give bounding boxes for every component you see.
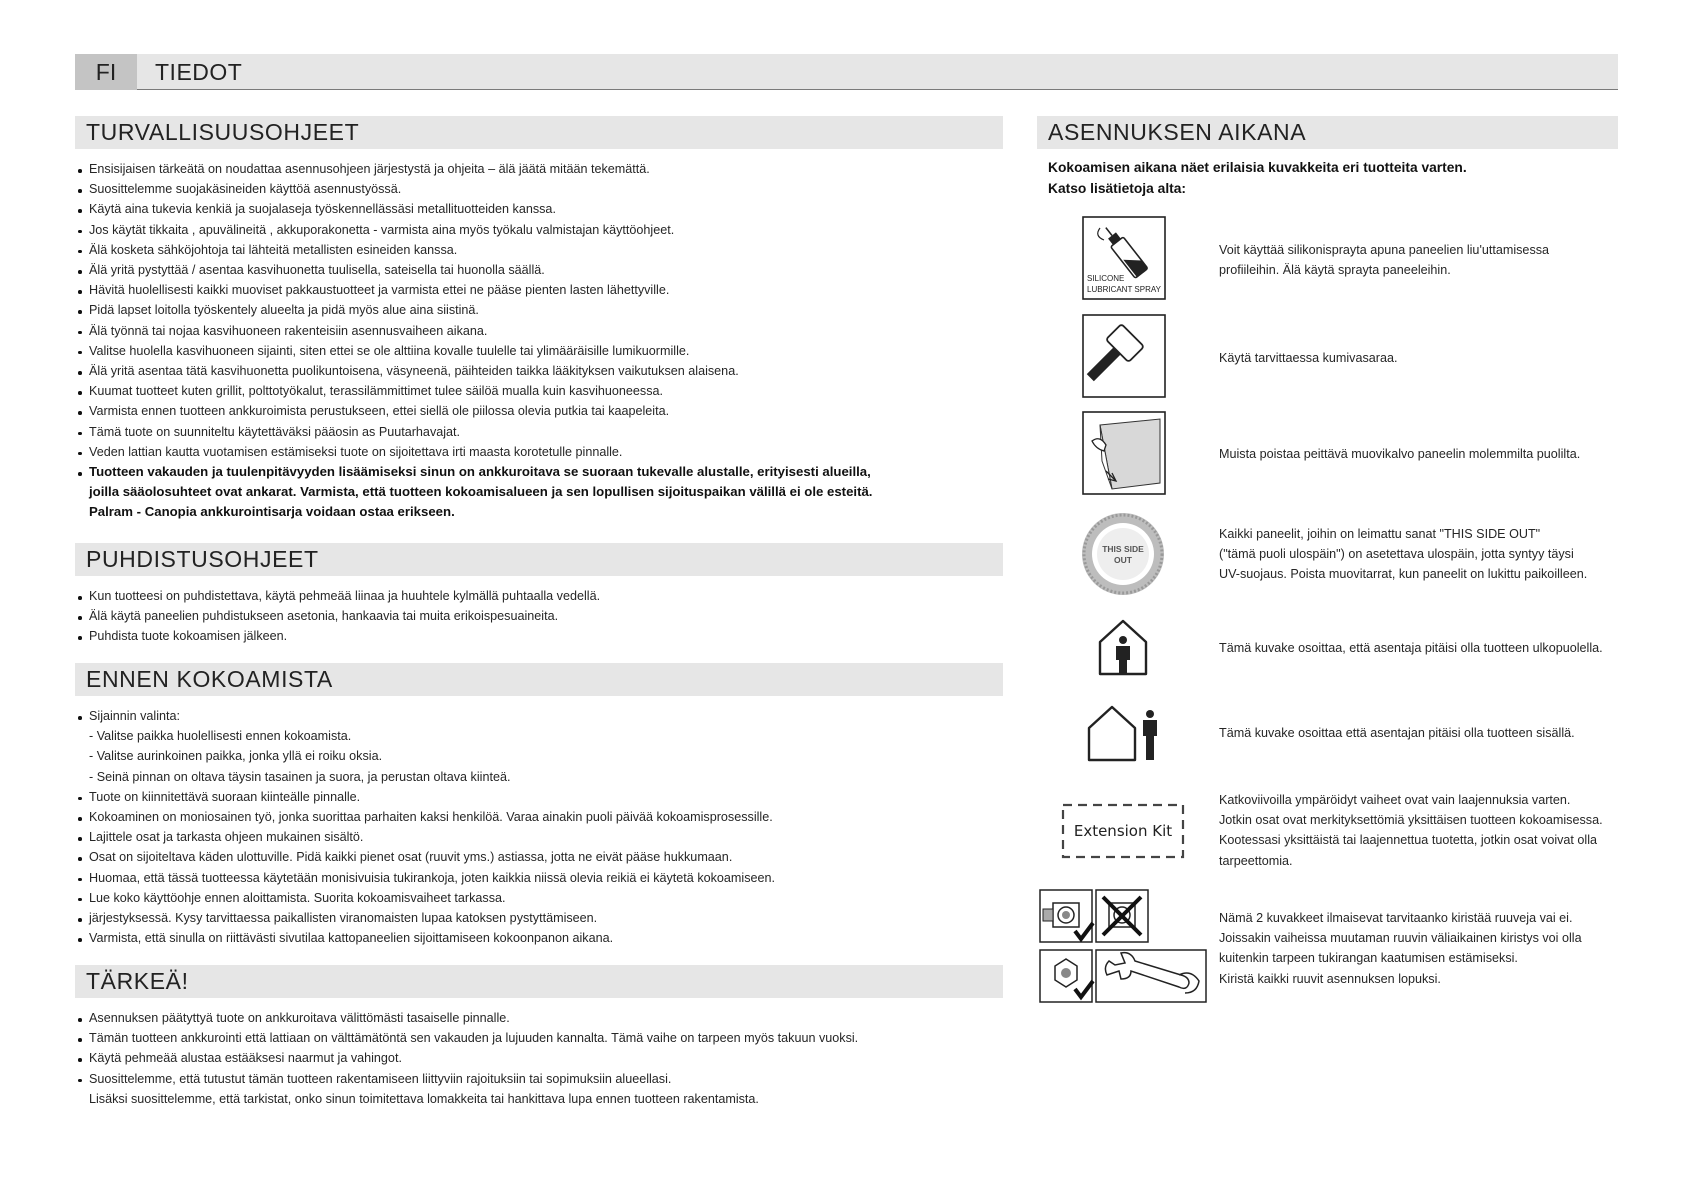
installer-inside-icon: [1086, 704, 1162, 762]
desc-line: Voit käyttää silikonisprayta apuna paneelien liu'uttamisessa: [1219, 243, 1550, 257]
desc-line: Joissakin vaiheissa muutaman ruuvin väliaikainen kiristys voi olla: [1219, 931, 1582, 946]
extension-kit-icon: [1060, 802, 1186, 860]
peel-film-icon: [1082, 411, 1166, 495]
desc-line: Tämä kuvake osoittaa, että asentaja pitäisi olla tuotteen ulkopuolella.: [1219, 641, 1603, 655]
list-item: Veden lattian kautta vuotamisen estämiseksi tuote on sijoitettava irti maasta korotetulle pinnalle.: [76, 442, 872, 462]
before-list: [76, 706, 775, 948]
list-item: Puhdista tuote kokoamisen jälkeen.: [76, 626, 600, 646]
list-item: Älä yritä asentaa tätä kasvihuonetta puolikuntoisena, väsyneenä, päihteiden taikka lääkityksen vaikutuksen alaisena.: [76, 361, 872, 381]
desc-line: tarpeettomia.: [1219, 853, 1293, 868]
icon-label: THIS SIDE: [1102, 544, 1144, 554]
anchoring-warning: Tuotteen vakauden ja tuulenpitävyyden lisäämiseksi sinun on ankkuroitava se suoraan tukevalle alustalle, erityisesti alueilla,: [76, 462, 872, 482]
installer-outside-description: [1219, 638, 1603, 658]
section-title-cleaning: PUHDISTUSOHJEET: [75, 543, 1003, 576]
list-subitem: - Seinä pinnan on oltava täysin tasainen ja suora, ja perustan oltava kiinteä.: [89, 769, 511, 784]
this-side-out-icon: [1080, 511, 1166, 597]
list-subitem: - Valitse aurinkoinen paikka, jonka yllä ei roiku oksia.: [89, 749, 383, 764]
list-item: Valitse huolella kasvihuoneen sijainti, siten ettei se ole alttiina kovalle tuulelle tai ylimääräisille lumikuormille.: [76, 341, 872, 361]
icon-label: Extension Kit: [1073, 822, 1173, 840]
list-item: Kun tuotteesi on puhdistettava, käytä pehmeää liinaa ja huuhtele kylmällä puhtaalla vedellä.: [76, 586, 600, 606]
intro-line: Kokoamisen aikana näet erilaisia kuvakkeita eri tuotteita varten.: [1048, 160, 1467, 175]
list-item: Varmista ennen tuotteen ankkuroimista perustukseen, ettei siellä ole piilossa olevia putkia tai kaapeleita.: [76, 401, 872, 421]
extension-kit-description: [1219, 790, 1603, 871]
list-item: Huomaa, että tässä tuotteessa käytetään monisivuisia tukirankoja, joten kaikkia niissä olevia reikiä ei käytetä kokoamiseen.: [76, 868, 775, 888]
desc-line: ("tämä puoli ulospäin") on asetettava ulospäin, jotta syntyy täysi: [1219, 547, 1574, 562]
installer-inside-description: [1219, 723, 1575, 743]
during-intro: [1048, 158, 1467, 199]
list-item: Älä yritä pystyttää / asentaa kasvihuonetta tuulisella, sateisella tai huonolla säällä.: [76, 260, 872, 280]
desc-line: Muista poistaa peittävä muovikalvo paneelin molemmilta puolilta.: [1219, 447, 1581, 461]
this-side-out-description: [1219, 524, 1587, 585]
anchoring-warning-line: joilla sääolosuhteet ovat ankarat. Varmista, että tuotteen kokoamisalueen ja sen lopullisen sijoituspaikan välillä ei ole esteitä.: [89, 484, 873, 500]
list-item: järjestyksessä. Kysy tarvittaessa paikallisten viranomaisten lupaa katoksen pystyttämiseen.: [76, 908, 775, 928]
list-item: Tämä tuote on suunniteltu käytettäväksi pääosin as Puutarhavajat.: [76, 422, 872, 442]
list-item: Kokoaminen on moniosainen työ, jonka suorittaa parhaiten kaksi henkilöä. Varaa ainakin puoli päivää kokoamisprosessille.: [76, 807, 775, 827]
intro-line: Katso lisätietoja alta:: [1048, 180, 1187, 196]
page-header: [75, 54, 1618, 90]
list-subitem: - Valitse paikka huolellisesti ennen kokoamista.: [89, 729, 352, 744]
desc-line: Kootessasi yksittäistä tai laajennettua tuotetta, jotkin osat voivat olla: [1219, 833, 1598, 848]
important-list: [76, 1008, 858, 1109]
desc-line: Kaikki paneelit, joihin on leimattu sanat "THIS SIDE OUT": [1219, 527, 1541, 541]
list-item: Sijainnin valinta:: [76, 706, 775, 726]
desc-line: Katkoviivoilla ympäröidyt vaiheet ovat vain laajennuksia varten.: [1219, 793, 1571, 807]
installer-outside-icon: [1096, 618, 1150, 676]
list-item: Jos käytät tikkaita , apuvälineitä , akkuporakonetta - varmista aina myös työkalu valmistajan käyttöohjeet.: [76, 220, 872, 240]
section-title-during: ASENNUKSEN AIKANA: [1037, 116, 1618, 149]
page-title: TIEDOT: [155, 59, 243, 85]
list-item: Käytä pehmeää alustaa estääksesi naarmut ja vahingot.: [76, 1048, 858, 1068]
list-item: Käytä aina tukevia kenkiä ja suojalaseja työskennellässäsi metallituotteiden kanssa.: [76, 199, 872, 219]
desc-line: UV-suojaus. Poista muovitarrat, kun paneelit on lukittu paikoilleen.: [1219, 567, 1588, 582]
desc-line: profiileihin. Älä käytä sprayta paneeleihin.: [1219, 263, 1451, 278]
anchoring-warning-line: Palram - Canopia ankkurointisarja voidaan ostaa erikseen.: [89, 504, 455, 520]
section-title-important: TÄRKEÄ!: [75, 965, 1003, 998]
list-item: Suosittelemme, että tutustut tämän tuotteen rakentamiseen liittyviin rajoituksiin tai sopimuksiin alueellasi.: [76, 1069, 858, 1089]
rubber-mallet-description: [1219, 348, 1398, 368]
list-item: Tuote on kiinnitettävä suoraan kiinteälle pinnalle.: [76, 787, 775, 807]
desc-line: kuitenkin tarpeen tukirangan kaatumisen estämiseksi.: [1219, 951, 1518, 966]
silicone-spray-icon: [1082, 216, 1166, 300]
desc-line: Käytä tarvittaessa kumivasaraa.: [1219, 351, 1398, 365]
rubber-mallet-icon: [1082, 314, 1166, 398]
screw-tightening-description: [1219, 908, 1582, 989]
list-item: Asennuksen päätyttyä tuote on ankkuroitava välittömästi tasaiselle pinnalle.: [76, 1008, 858, 1028]
list-item: Varmista, että sinulla on riittävästi sivutilaa kattopaneelien sijoittamiseen kokoonpanon aikana.: [76, 928, 775, 948]
section-title-before: ENNEN KOKOAMISTA: [75, 663, 1003, 696]
list-item: Kuumat tuotteet kuten grillit, polttotyökalut, terassilämmittimet tulee säilöä mualla kuin kasvihuoneessa.: [76, 381, 872, 401]
icon-label: OUT: [1114, 555, 1132, 565]
desc-line: Nämä 2 kuvakkeet ilmaisevat tarvitaanko kiristää ruuveja vai ei.: [1219, 911, 1573, 925]
silicone-spray-description: [1219, 240, 1549, 280]
list-item: Pidä lapset loitolla työskentely alueelta ja pidä myös alue aina siistinä.: [76, 300, 872, 320]
language-tag: FI: [75, 54, 137, 90]
screw-tightening-icon: [1039, 889, 1209, 1005]
desc-line: Jotkin osat ovat merkityksettömiä yksittäisen tuotteen kokoamisessa.: [1219, 813, 1603, 828]
list-item: Tämän tuotteen ankkurointi että lattiaan on välttämätöntä sen vakauden ja lujuuden kannalta. Tämä vaihe on tarpeen myös takuun vuoksi.: [76, 1028, 858, 1048]
list-item: Lajittele osat ja tarkasta ohjeen mukainen sisältö.: [76, 827, 775, 847]
desc-line: Kiristä kaikki ruuvit asennuksen lopuksi.: [1219, 971, 1441, 986]
list-item: Lue koko käyttöohje ennen aloittamista. Suorita kokoamisvaiheet tarkassa.: [76, 888, 775, 908]
list-item: Suosittelemme suojakäsineiden käyttöä asennustyössä.: [76, 179, 872, 199]
list-item: Osat on sijoiteltava käden ulottuville. Pidä kaikki pienet osat (ruuvit yms.) astiassa, jotta ne eivät pääse hukkumaan.: [76, 847, 775, 867]
list-item: Älä käytä paneelien puhdistukseen asetonia, hankaavia tai muita erikoispesuaineita.: [76, 606, 600, 626]
icon-label: LUBRICANT SPRAY: [1087, 285, 1161, 294]
cleaning-list: [76, 586, 600, 647]
list-item: Ensisijaisen tärkeätä on noudattaa asennusohjeen järjestystä ja ohjeita – älä jäätä mitään tekemättä.: [76, 159, 872, 179]
list-item: Älä kosketa sähköjohtoja tai lähteitä metallisten esineiden kanssa.: [76, 240, 872, 260]
list-item: Älä työnnä tai nojaa kasvihuoneen rakenteisiin asennusvaiheen aikana.: [76, 321, 872, 341]
safety-list: [76, 159, 872, 523]
desc-line: Tämä kuvake osoittaa että asentajan pitäisi olla tuotteen sisällä.: [1219, 726, 1575, 740]
section-title-safety: TURVALLISUUSOHJEET: [75, 116, 1003, 149]
peel-film-description: [1219, 444, 1580, 464]
list-item: Hävitä huolellisesti kaikki muoviset pakkaustuotteet ja varmista ettei ne pääse pienten lasten lähettyville.: [76, 280, 872, 300]
list-item-continuation: Lisäksi suosittelemme, että tarkistat, onko sinun toimitettava lomakkeita tai hankittava lupa ennen tuotteen rakentamista.: [89, 1091, 759, 1106]
icon-label: SILICONE: [1087, 274, 1125, 283]
